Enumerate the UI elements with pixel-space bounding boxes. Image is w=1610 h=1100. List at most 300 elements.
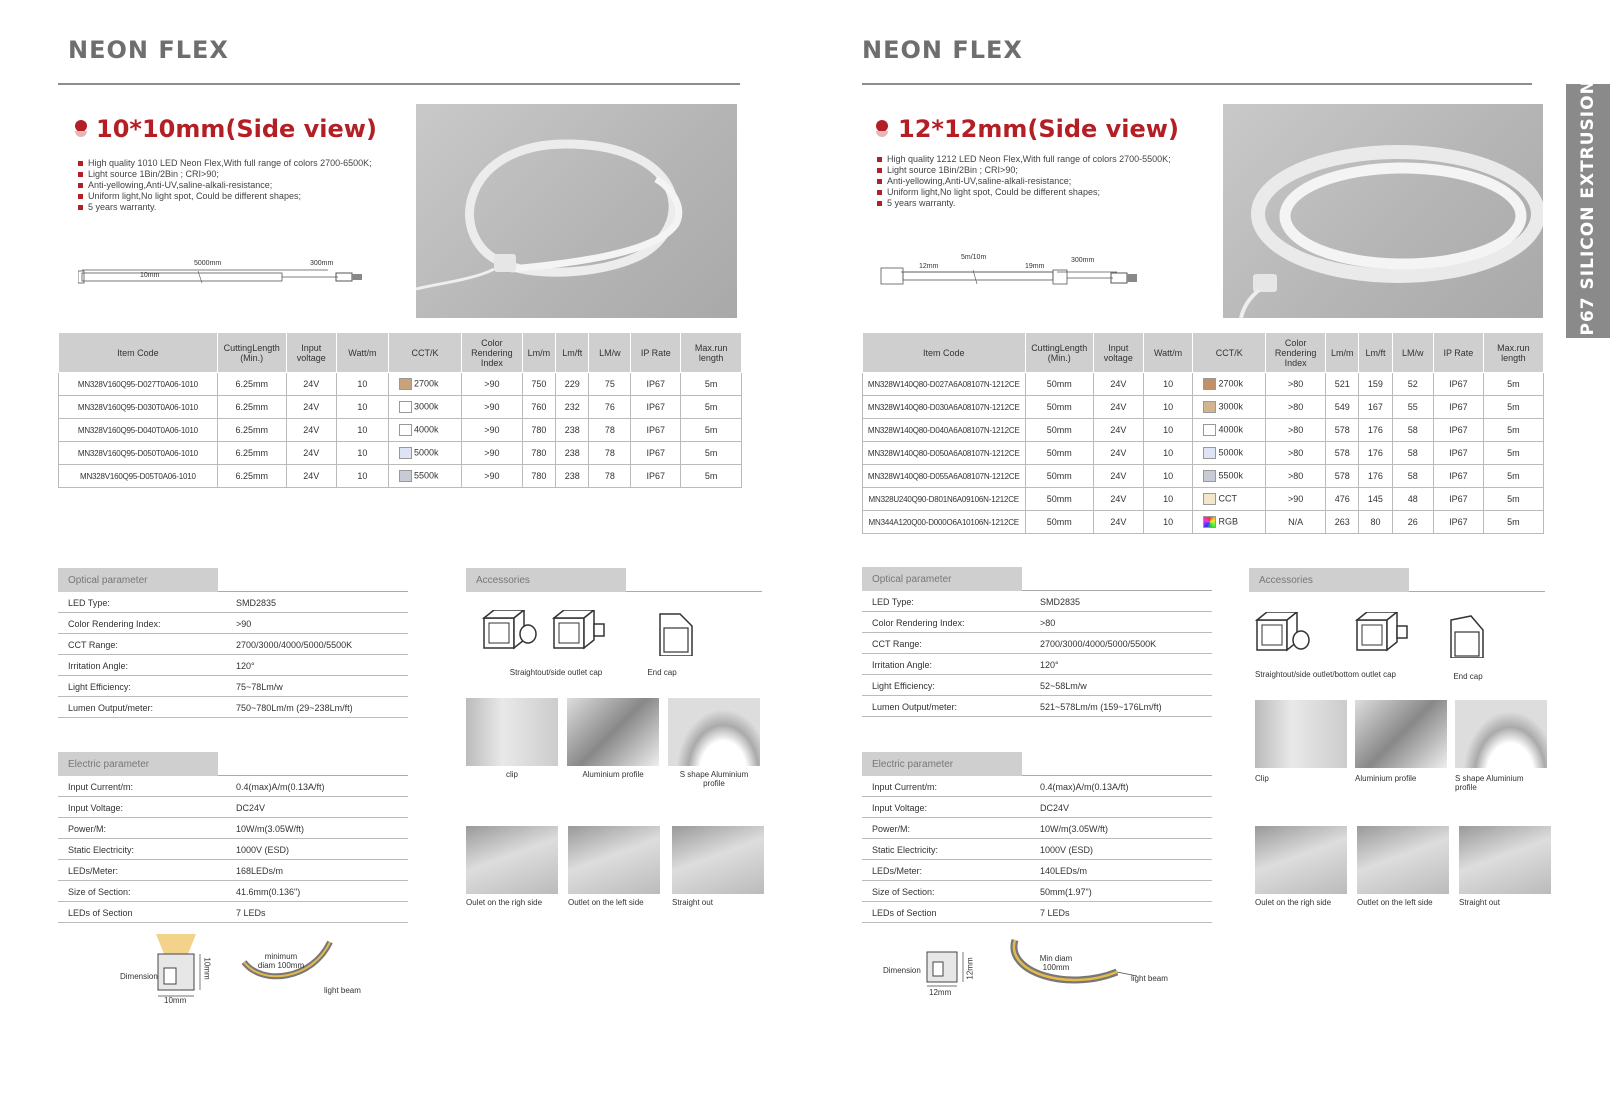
param-label: LEDs of Section — [872, 908, 937, 918]
param-label: Light Efficiency: — [68, 682, 131, 692]
cell-lmm: 549 — [1326, 396, 1359, 419]
electric-parameter — [58, 752, 408, 923]
param-value: 521~578Lm/m (159~176Lm/ft) — [1040, 702, 1162, 712]
cell-code: MN328V160Q95-D050T0A06-1010 — [59, 442, 218, 465]
cell-volt: 24V — [286, 442, 336, 465]
acc-caption: End cap — [647, 668, 677, 677]
cell-cct — [1193, 396, 1266, 419]
table-row — [59, 442, 742, 465]
param-value: >90 — [236, 619, 252, 629]
param-row — [862, 591, 1212, 612]
product-photo — [416, 104, 737, 318]
cell-volt: 24V — [1093, 396, 1143, 419]
cell-cut: 50mm — [1025, 396, 1093, 419]
param-value: 50mm(1.97") — [1040, 887, 1092, 897]
cell-watt: 10 — [336, 373, 388, 396]
param-label: Color Rendering Index: — [68, 619, 161, 629]
cell-cut: 6.25mm — [217, 419, 286, 442]
col-cct: CCT/K — [1193, 333, 1266, 373]
cell-lmw: 58 — [1392, 442, 1433, 465]
param-label: LEDs/Meter: — [872, 866, 923, 876]
col-lmm: Lm/m — [522, 333, 555, 373]
param-label: Input Voltage: — [872, 803, 928, 813]
straight-out-photo — [672, 826, 764, 894]
param-label: LEDs/Meter: — [68, 866, 119, 876]
param-label: Power/M: — [68, 824, 107, 834]
feature-item: Anti-yellowing,Anti-UV,saline-alkali-resistance; — [877, 176, 1171, 187]
color-swatch-icon — [1203, 401, 1216, 413]
param-label: LED Type: — [872, 597, 914, 607]
param-label: Size of Section: — [68, 887, 131, 897]
cell-ip: IP67 — [631, 373, 681, 396]
cell-lmw: 55 — [1392, 396, 1433, 419]
acc-caption: End cap — [1453, 672, 1483, 681]
dim-segment: 19mm — [1025, 263, 1045, 270]
cell-ip: IP67 — [1434, 396, 1484, 419]
param-value: 1000V (ESD) — [1040, 845, 1094, 855]
col-run: Max.run length — [681, 333, 742, 373]
cell-code: MN328W140Q80-D027A6A08107N-1212CE — [863, 373, 1026, 396]
cell-watt: 10 — [1143, 396, 1193, 419]
cell-lmw: 75 — [589, 373, 631, 396]
cell-cri: >80 — [1266, 465, 1326, 488]
section-width: 10mm — [164, 996, 187, 1005]
param-value: 75~78Lm/w — [236, 682, 283, 692]
cell-ip: IP67 — [1434, 373, 1484, 396]
cell-volt: 24V — [286, 373, 336, 396]
param-value: 120° — [1040, 660, 1059, 670]
param-value: 2700/3000/4000/5000/5500K — [1040, 639, 1157, 649]
cell-cct — [1193, 442, 1266, 465]
col-ip: IP Rate — [1434, 333, 1484, 373]
dim-cable: 300mm — [310, 260, 334, 267]
param-label: CCT Range: — [68, 640, 118, 650]
table-row — [863, 442, 1544, 465]
feature-list — [78, 158, 372, 213]
param-value: 750~780Lm/m (29~238Lm/ft) — [236, 703, 353, 713]
cell-cri: >90 — [462, 419, 523, 442]
col-watt: Watt/m — [336, 333, 388, 373]
acc-caption: clip — [505, 770, 518, 779]
cell-run: 5m — [681, 396, 742, 419]
cell-cri: >90 — [462, 442, 523, 465]
accessories — [1249, 568, 1545, 968]
cell-lmft: 80 — [1359, 511, 1392, 534]
cell-cct — [1193, 373, 1266, 396]
cell-cri: N/A — [1266, 511, 1326, 534]
acc-caption: Oulet on the righ side — [1255, 898, 1332, 907]
cell-ip: IP67 — [1434, 465, 1484, 488]
feature-item: 5 years warranty. — [877, 198, 1171, 209]
neon-coil-icon — [416, 104, 737, 318]
param-label: Static Electricity: — [872, 845, 939, 855]
cell-watt: 10 — [1143, 511, 1193, 534]
cell-lmw: 76 — [589, 396, 631, 419]
section-label: Dimension — [883, 966, 921, 975]
cell-cut: 6.25mm — [217, 373, 286, 396]
electric-title: Electric parameter — [58, 752, 218, 776]
cell-ip: IP67 — [631, 396, 681, 419]
dim-length: 5000mm — [194, 260, 222, 267]
param-value: >80 — [1040, 618, 1056, 628]
cell-ip: IP67 — [1434, 442, 1484, 465]
cct-value: 2700k — [1218, 378, 1243, 389]
table-row — [59, 419, 742, 442]
cell-watt: 10 — [1143, 465, 1193, 488]
cell-cut: 50mm — [1025, 442, 1093, 465]
end-cap-icon — [482, 610, 702, 656]
param-row — [862, 633, 1212, 654]
acc-caption: Straightout/side outlet cap — [509, 668, 603, 677]
dim-length: 5m/10m — [961, 254, 987, 261]
clip-photo — [1255, 700, 1347, 768]
param-value: 10W/m(3.05W/ft) — [1040, 824, 1109, 834]
param-row — [862, 797, 1212, 818]
param-value: 168LEDs/m — [236, 866, 284, 876]
param-row — [862, 881, 1212, 902]
param-row — [862, 696, 1212, 717]
cell-volt: 24V — [1093, 373, 1143, 396]
cell-watt: 10 — [1143, 488, 1193, 511]
cell-volt: 24V — [1093, 419, 1143, 442]
param-row — [862, 654, 1212, 675]
feature-item: Uniform light,No light spot, Could be different shapes; — [877, 187, 1171, 198]
col-watt: Watt/m — [1143, 333, 1193, 373]
cct-value: 3000k — [1218, 401, 1243, 412]
outlet-right-photo — [466, 826, 558, 894]
cell-lmm: 476 — [1326, 488, 1359, 511]
neon-coil-icon — [1223, 104, 1543, 318]
cell-run: 5m — [1483, 419, 1543, 442]
cct-value: 2700k — [413, 378, 439, 389]
feature-item: Uniform light,No light spot, Could be different shapes; — [78, 191, 372, 202]
cell-lmw: 26 — [1392, 511, 1433, 534]
acc-caption: Aluminium profile — [1355, 774, 1417, 783]
product-title: 12*12mm(Side view) — [898, 115, 1179, 143]
param-row — [58, 797, 408, 818]
feature-item: Light source 1Bin/2Bin ; CRI>90; — [78, 169, 372, 180]
col-cri: Color Rendering Index — [462, 333, 523, 373]
cell-volt: 24V — [1093, 488, 1143, 511]
param-value: 1000V (ESD) — [236, 845, 290, 855]
param-label: Static Electricity: — [68, 845, 135, 855]
cell-watt: 10 — [336, 465, 388, 488]
cell-lmm: 780 — [522, 465, 555, 488]
cell-watt: 10 — [1143, 373, 1193, 396]
cell-cri: >90 — [462, 373, 523, 396]
feature-item: High quality 1010 LED Neon Flex,With full range of colors 2700-6500K; — [78, 158, 372, 169]
param-value: 10W/m(3.05W/ft) — [236, 824, 305, 834]
cell-lmw: 78 — [589, 442, 631, 465]
cell-lmm: 750 — [522, 373, 555, 396]
cell-lmft: 229 — [556, 373, 589, 396]
accessories-title: Accessories — [1249, 568, 1409, 592]
cell-cct — [388, 396, 461, 419]
cell-cri: >80 — [1266, 442, 1326, 465]
side-tab-label: IP67 SILICON EXTRUSION — [1578, 79, 1598, 343]
cell-run: 5m — [681, 465, 742, 488]
electric-title: Electric parameter — [862, 752, 1022, 776]
table-row — [59, 373, 742, 396]
param-label: Light Efficiency: — [872, 681, 935, 691]
param-label: Size of Section: — [872, 887, 935, 897]
param-row — [58, 592, 408, 613]
clip-photo — [466, 698, 558, 766]
cell-code: MN328W140Q80-D040A6A08107N-1212CE — [863, 419, 1026, 442]
cct-value: RGB — [1218, 516, 1238, 527]
outlet-right-photo — [1255, 826, 1347, 894]
cell-lmm: 521 — [1326, 373, 1359, 396]
color-swatch-icon — [399, 401, 412, 413]
param-row — [862, 860, 1212, 881]
cell-cut: 50mm — [1025, 465, 1093, 488]
color-swatch-icon — [399, 470, 412, 482]
feature-item: High quality 1212 LED Neon Flex,With full range of colors 2700-5500K; — [877, 154, 1171, 165]
cell-lmw: 78 — [589, 465, 631, 488]
cell-volt: 24V — [1093, 511, 1143, 534]
cct-value: CCT — [1218, 493, 1237, 504]
cell-watt: 10 — [1143, 419, 1193, 442]
col-cct: CCT/K — [388, 333, 461, 373]
outlet-left-photo — [568, 826, 660, 894]
param-value: 2700/3000/4000/5000/5500K — [236, 640, 353, 650]
cell-run: 5m — [1483, 511, 1543, 534]
cell-cri: >80 — [1266, 396, 1326, 419]
header-rule — [862, 83, 1532, 85]
col-cutting: CuttingLength (Min.) — [1025, 333, 1093, 373]
side-tab — [1566, 79, 1610, 343]
cell-lmm: 760 — [522, 396, 555, 419]
param-label: Irritation Angle: — [68, 661, 129, 671]
cell-cut: 6.25mm — [217, 396, 286, 419]
param-row — [58, 613, 408, 634]
electric-parameter — [862, 752, 1212, 923]
param-row — [58, 655, 408, 676]
cell-cut: 6.25mm — [217, 442, 286, 465]
table-row — [863, 488, 1544, 511]
color-swatch-icon — [399, 378, 412, 390]
param-value: 7 LEDs — [1040, 908, 1070, 918]
acc-caption: Aluminium profile — [582, 770, 644, 779]
param-label: Lumen Output/meter: — [872, 702, 958, 712]
color-swatch-icon — [1203, 378, 1216, 390]
table-row — [863, 511, 1544, 534]
param-label: Lumen Output/meter: — [68, 703, 154, 713]
cell-volt: 24V — [1093, 442, 1143, 465]
color-swatch-icon — [399, 447, 412, 459]
param-label: LEDs of Section — [68, 908, 133, 918]
cct-value: 5000k — [413, 447, 439, 458]
color-swatch-icon — [1203, 447, 1216, 459]
min-diam-label: Min diam 100mm — [1039, 954, 1073, 972]
cell-cut: 6.25mm — [217, 465, 286, 488]
param-value: 120° — [236, 661, 255, 671]
cct-value: 5000k — [1218, 447, 1243, 458]
dim-width: 12mm — [919, 263, 939, 270]
cct-value: 5500k — [413, 470, 439, 481]
cell-cri: >90 — [462, 396, 523, 419]
end-cap-icon — [1255, 612, 1495, 658]
col-voltage: Input voltage — [1093, 333, 1143, 373]
aluminium-profile-photo — [567, 698, 659, 766]
cell-run: 5m — [681, 419, 742, 442]
optical-title: Optical parameter — [862, 567, 1022, 591]
param-row — [862, 675, 1212, 696]
section-drawing — [883, 932, 1183, 1002]
cell-run: 5m — [1483, 442, 1543, 465]
table-row — [863, 419, 1544, 442]
col-voltage: Input voltage — [286, 333, 336, 373]
product-photo — [1223, 104, 1543, 318]
cell-ip: IP67 — [631, 465, 681, 488]
cell-watt: 10 — [336, 442, 388, 465]
cell-ip: IP67 — [1434, 419, 1484, 442]
cell-lmft: 159 — [1359, 373, 1392, 396]
color-swatch-icon — [1203, 470, 1216, 482]
cell-cct — [388, 465, 461, 488]
acc-caption: Outlet on the left side — [1357, 898, 1433, 907]
col-item-code: Item Code — [863, 333, 1026, 373]
col-lmw: LM/w — [589, 333, 631, 373]
cell-lmft: 176 — [1359, 442, 1392, 465]
cell-lmft: 238 — [556, 465, 589, 488]
col-item-code: Item Code — [59, 333, 218, 373]
cell-lmm: 578 — [1326, 465, 1359, 488]
cell-lmft: 145 — [1359, 488, 1392, 511]
cell-code: MN328W140Q80-D055A6A08107N-1212CE — [863, 465, 1026, 488]
cell-lmm: 578 — [1326, 419, 1359, 442]
cell-lmft: 232 — [556, 396, 589, 419]
color-swatch-icon — [399, 424, 412, 436]
acc-caption: Straight out — [1459, 898, 1500, 907]
param-label: Power/M: — [872, 824, 911, 834]
cell-cri: >80 — [1266, 419, 1326, 442]
cell-cct — [388, 373, 461, 396]
cell-run: 5m — [681, 373, 742, 396]
cell-ip: IP67 — [631, 419, 681, 442]
cell-code: MN328V160Q95-D040T0A06-1010 — [59, 419, 218, 442]
cell-cct — [388, 419, 461, 442]
cell-lmw: 58 — [1392, 419, 1433, 442]
param-row — [58, 776, 408, 797]
optical-title: Optical parameter — [58, 568, 218, 592]
param-label: Color Rendering Index: — [872, 618, 965, 628]
param-row — [862, 902, 1212, 923]
cell-cut: 50mm — [1025, 419, 1093, 442]
col-lmm: Lm/m — [1326, 333, 1359, 373]
accessories-title: Accessories — [466, 568, 626, 592]
param-row — [58, 818, 408, 839]
param-label: CCT Range: — [872, 639, 922, 649]
accessories — [466, 568, 762, 968]
acc-caption: Straightout/side outlet/bottom outlet cap — [1255, 670, 1396, 679]
cell-lmft: 176 — [1359, 419, 1392, 442]
param-label: Irritation Angle: — [872, 660, 933, 670]
cell-ip: IP67 — [1434, 511, 1484, 534]
brand-title: NEON FLEX — [68, 36, 229, 64]
cell-lmw: 48 — [1392, 488, 1433, 511]
outlet-left-photo — [1357, 826, 1449, 894]
cell-cri: >90 — [1266, 488, 1326, 511]
param-value: 0.4(max)A/m(0.13A/ft) — [1040, 782, 1129, 792]
aluminium-profile-photo — [1355, 700, 1447, 768]
spec-table — [58, 332, 742, 488]
param-row — [58, 676, 408, 697]
cell-ip: IP67 — [1434, 488, 1484, 511]
optical-parameter — [862, 567, 1212, 717]
cell-code: MN328U240Q90-D801N6A09106N-1212CE — [863, 488, 1026, 511]
col-lmft: Lm/ft — [1359, 333, 1392, 373]
param-value: 7 LEDs — [236, 908, 266, 918]
param-row — [58, 860, 408, 881]
param-label: Input Current/m: — [68, 782, 134, 792]
title-bullet-icon — [75, 120, 87, 132]
cell-ip: IP67 — [631, 442, 681, 465]
param-row — [862, 612, 1212, 633]
col-lmft: Lm/ft — [556, 333, 589, 373]
cell-volt: 24V — [1093, 465, 1143, 488]
cell-code: MN344A120Q00-D000O6A10106N-1212CE — [863, 511, 1026, 534]
dim-width: 10mm — [140, 272, 160, 279]
strip-drawing-icon — [877, 254, 1177, 294]
cct-value: 4000k — [413, 424, 439, 435]
cct-value: 4000k — [1218, 424, 1243, 435]
cell-run: 5m — [1483, 488, 1543, 511]
param-row — [58, 634, 408, 655]
s-shape-profile-photo — [1455, 700, 1547, 768]
feature-list — [877, 154, 1171, 209]
acc-caption: Outlet on the left side — [568, 898, 644, 907]
cell-run: 5m — [1483, 465, 1543, 488]
param-row — [58, 881, 408, 902]
acc-caption: Clip — [1255, 774, 1269, 783]
cell-cut: 50mm — [1025, 488, 1093, 511]
cell-volt: 24V — [286, 396, 336, 419]
param-row — [58, 697, 408, 718]
param-label: Input Current/m: — [872, 782, 938, 792]
feature-item: Anti-yellowing,Anti-UV,saline-alkali-resistance; — [78, 180, 372, 191]
cell-cri: >90 — [462, 465, 523, 488]
cell-cri: >80 — [1266, 373, 1326, 396]
cell-lmft: 167 — [1359, 396, 1392, 419]
col-ip: IP Rate — [631, 333, 681, 373]
cell-watt: 10 — [1143, 442, 1193, 465]
cell-lmw: 78 — [589, 419, 631, 442]
cell-watt: 10 — [336, 396, 388, 419]
brand-title: NEON FLEX — [862, 36, 1023, 64]
table-row — [59, 396, 742, 419]
param-row — [862, 818, 1212, 839]
light-beam-label: light beam — [324, 986, 361, 995]
dimension-drawing — [877, 254, 1177, 294]
col-run: Max.run length — [1483, 333, 1543, 373]
cell-code: MN328V160Q95-D030T0A06-1010 — [59, 396, 218, 419]
cell-code: MN328V160Q95-D027T0A06-1010 — [59, 373, 218, 396]
cell-code: MN328W140Q80-D030A6A08107N-1212CE — [863, 396, 1026, 419]
col-lmw: LM/w — [1392, 333, 1433, 373]
param-value: SMD2835 — [1040, 597, 1081, 607]
cell-code: MN328W140Q80-D050A6A08107N-1212CE — [863, 442, 1026, 465]
cell-run: 5m — [681, 442, 742, 465]
table-row — [863, 373, 1544, 396]
acc-caption: S shape Aluminium profile — [1455, 774, 1524, 792]
param-value: 41.6mm(0.136") — [236, 887, 301, 897]
acc-caption: S shape Aluminium profile — [679, 770, 749, 788]
min-diam-label: minimum diam 100mm — [257, 952, 305, 970]
param-value: 52~58Lm/w — [1040, 681, 1087, 691]
cell-lmw: 58 — [1392, 465, 1433, 488]
cell-volt: 24V — [286, 465, 336, 488]
